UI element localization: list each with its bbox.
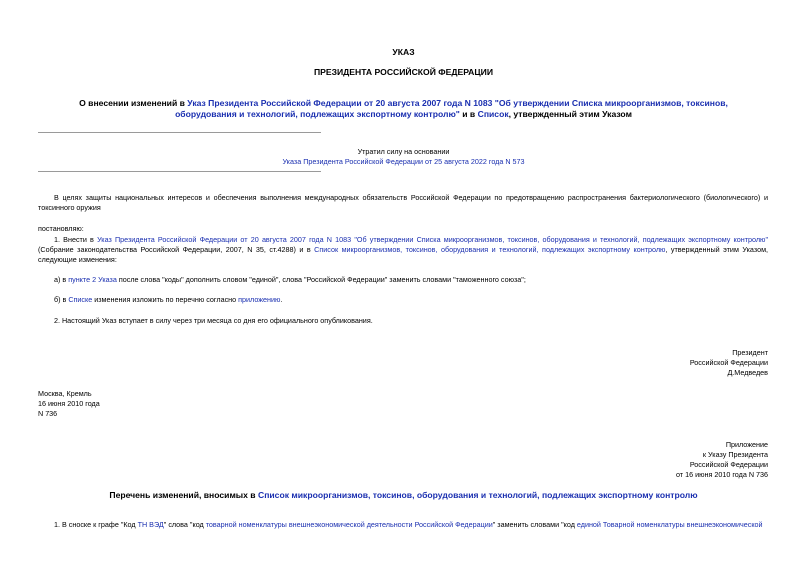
decree-title-line1	[0, 98, 807, 108]
decree-issuer: ПРЕЗИДЕНТА РОССИЙСКОЙ ФЕДЕРАЦИИ	[313, 67, 494, 77]
tnved-link[interactable]: ТН ВЭД	[137, 520, 164, 529]
item-a	[54, 275, 526, 285]
item-b-prefix: б) в	[54, 295, 69, 304]
divider-top	[38, 132, 321, 133]
appendix-title	[0, 490, 807, 500]
appendix-to-decree: к Указу Президента	[702, 450, 768, 459]
date: 16 июня 2010 года	[38, 399, 100, 408]
decree-1083-link[interactable]: Указ Президента Российской Федерации от 20 августа 2007 года N 1083 "Об утверждении Списка микроорганизмов, токсинов,	[187, 98, 728, 108]
appendix-country: Российской Федерации	[689, 460, 768, 469]
appendix-label: Приложение	[725, 440, 768, 449]
place: Москва, Кремль	[38, 389, 92, 398]
item-1-mid: (Собрание законодательства Российской Федерации, 2007, N 35, ст.4288) и в	[38, 245, 315, 254]
appendix-p1-mid1: " слова "код	[163, 520, 206, 529]
item-a-prefix: а) в	[54, 275, 69, 284]
divider-bottom	[38, 171, 321, 172]
decree-1083-body-link[interactable]: Указ Президента Российской Федерации от 20 августа 2007 года N 1083 "Об утверждении Списка микроорганизмов, токсинов, оборудования и технологий, подлежащих экспортному контролю"	[97, 235, 768, 244]
item-1-prefix: 1. Внести в	[54, 235, 98, 244]
appendix-date: от 16 июня 2010 года N 736	[675, 470, 768, 479]
item-b-suffix: .	[280, 295, 283, 304]
decree-word: постановляю:	[38, 224, 84, 233]
decree-1083-link-cont[interactable]: оборудования и технологий, подлежащих экспортному контролю"	[175, 109, 460, 119]
item-b	[54, 295, 282, 305]
appendix-paragraph-1	[54, 520, 763, 530]
item-1	[38, 235, 768, 265]
decree-title-line2	[0, 109, 807, 119]
decree-number: N 736	[38, 409, 58, 418]
signature-name: Д.Медведев	[727, 368, 768, 377]
decree-title-suffix: , утвержденный этим Указом	[508, 109, 632, 119]
appendix-title-prefix: Перечень изменений, вносимых в	[109, 490, 258, 500]
list-link[interactable]: Список	[477, 109, 509, 119]
appendix-p1-prefix: 1. В сноске к графе "Код	[54, 520, 138, 529]
signature-title: Президент	[732, 348, 768, 357]
item-2: 2. Настоящий Указ вступает в силу через три месяца со дня его официального опубликования.	[54, 316, 373, 325]
repeal-text: Утратил силу на основании	[357, 147, 450, 156]
repeal-link-line	[0, 157, 807, 167]
appendix-p1-mid2: " заменить словами "код	[492, 520, 577, 529]
repeal-decree-573-link[interactable]: Указа Президента Российской Федерации от 25 августа 2022 года N 573	[282, 157, 525, 166]
item-1-suffix: , утвержденный этим Указом, следующие изменения:	[38, 245, 769, 264]
decree-title-prefix: О внесении изменений в	[79, 98, 188, 108]
unified-nomenclature-link[interactable]: единой Товарной номенклатуры внешнеэкономической	[576, 520, 763, 529]
decree-heading: УКАЗ	[392, 47, 415, 57]
item-a-suffix: после слова "коды" дополнить словом "единой", слова "Российской Федерации" заменить словами "таможенного союза";	[116, 275, 526, 284]
appendix-link[interactable]: приложению	[238, 295, 281, 304]
list-short-link[interactable]: Списке	[68, 295, 93, 304]
item-b-mid: изменения изложить по перечню согласно	[92, 295, 239, 304]
appendix-list-link[interactable]: Список микроорганизмов, токсинов, оборудования и технологий, подлежащих экспортному контролю	[257, 490, 698, 500]
commodity-nomenclature-link[interactable]: товарной номенклатуры внешнеэкономической деятельности Российской Федерации	[205, 520, 493, 529]
decree-title-mid: и в	[459, 109, 478, 119]
signature-country: Российской Федерации	[689, 358, 768, 367]
list-body-link[interactable]: Список микроорганизмов, токсинов, оборудования и технологий, подлежащих экспортному контролю	[314, 245, 666, 254]
preamble: В целях защиты национальных интересов и обеспечения выполнения международных обязательств Российской Федерации по предотвращению распространения бактериологического (биологического) и токсинного оружия	[38, 193, 768, 212]
clause-2-link[interactable]: пункте 2 Указа	[68, 275, 117, 284]
